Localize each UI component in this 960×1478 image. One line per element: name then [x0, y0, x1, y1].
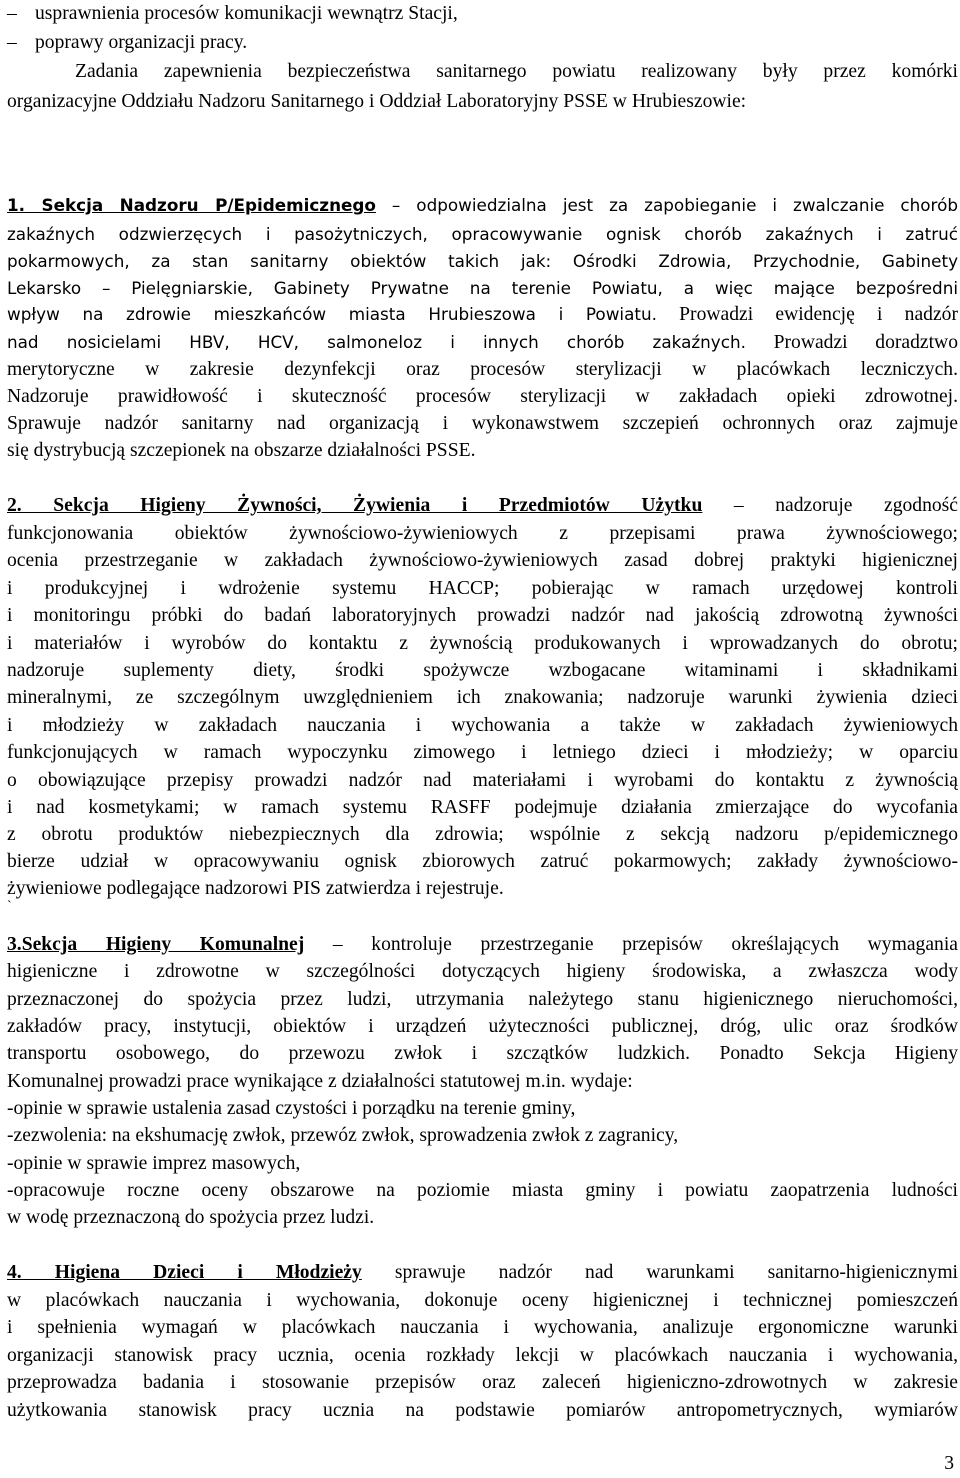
section-1-line-mixed — [7, 300, 958, 329]
section-2-line: bierze udział w opracowywaniu ognisk zbiorowych zatruć pokarmowych; zakłady żywnościowo- — [7, 851, 958, 872]
intro-paragraph-line: Zadania zapewnienia bezpieczeństwa sanitarnego powiatu realizowany były przez komórki — [75, 61, 958, 82]
section-4-heading: 4. Higiena Dzieci i Młodzieży — [7, 1262, 362, 1283]
section-4-line: organizacji stanowisk pracy ucznia, ocenia rozkłady lekcji w placówkach nauczania i wychowania, — [7, 1345, 958, 1366]
section-1-first-line-text: – odpowiedzialna jest za zapobieganie i zwalczanie chorób — [375, 195, 958, 215]
section-1-line: Sprawuje nadzór sanitarny nad organizacją i wykonawstwem szczepień ochronnych oraz zajmuje — [7, 413, 958, 434]
section-1-heading: 1. Sekcja Nadzoru P/Epidemicznego — [7, 195, 376, 215]
section-2-line: i młodzieży w zakładach nauczania i wychowania a także w zakładach żywieniowych — [7, 715, 958, 736]
section-1-line: pokarmowych, za stan sanitarny obiektów takich jak: Ośrodki Zdrowia, Przychodnie, Gabinety — [7, 251, 958, 271]
section-3-first-line — [7, 931, 958, 959]
bullet-item — [7, 0, 958, 28]
section-1-line: zakaźnych odzwierzęcych i pasożytniczych, opracowywanie ognisk chorób zakaźnych i zatruć — [7, 224, 958, 244]
section-2-line: nadzoruje suplementy diety, środki spożywcze wzbogacane witaminami i składnikami — [7, 660, 958, 681]
section-1-line: Lekarsko – Pielęgniarskie, Gabinety Prywatne na terenie Powiatu, a więc mające bezpośredni — [7, 278, 958, 298]
section-3-line: przeznaczonej do spożycia przez ludzi, utrzymania należytego stanu higienicznego nieruchomości, — [7, 989, 958, 1010]
section-2-line: i materiałów i wyrobów do kontaktu z żywnością produkowanych i wprowadzanych do obrotu; — [7, 633, 958, 654]
section-1-line-serif: Prowadzi ewidencję i nadzór — [656, 304, 958, 325]
section-2-line: i monitoringu próbki do badań laboratoryjnych prowadzi nadzór nad jakością zdrowotną żywności — [7, 605, 958, 626]
section-2-heading: 2. Sekcja Higieny Żywności, Żywienia i Przedmiotów Użytku — [7, 495, 703, 516]
section-1-first-line — [7, 191, 958, 219]
section-2-line: mineralnymi, ze szczególnym uwzględnieniem ich znakowania; nadzoruje warunki żywienia dzieci — [7, 687, 958, 708]
section-1-line: wpływ na zdrowie mieszkańców miasta Hrubieszowa i Powiatu. — [7, 304, 657, 324]
section-3-line: transportu osobowego, do przewozu zwłok i szczątków ludzkich. Ponadto Sekcja Higieny — [7, 1043, 958, 1064]
section-1-line-mixed — [7, 328, 958, 357]
section-2-first-line — [7, 492, 958, 520]
section-2-line: żywieniowe podlegające nadzorowi PIS zatwierdza i rejestruje. — [7, 878, 504, 899]
section-4-line: użytkowania stanowisk pracy ucznia na podstawie pomiarów antropometrycznych, wymiarów — [7, 1400, 958, 1421]
section-1-line-serif: Prowadzi doradztwo — [745, 332, 959, 353]
section-1-line: Nadzoruje prawidłowość i skuteczność procesów sterylizacji w zakładach opieki zdrowotnej. — [7, 386, 958, 407]
dash-glyph: – — [7, 32, 17, 53]
section-1-line: się dystrybucją szczepionek na obszarze działalności PSSE. — [7, 440, 476, 461]
section-3-line: zakładów pracy, instytucji, obiektów i urządzeń użyteczności publicznej, dróg, ulic oraz środków — [7, 1016, 958, 1037]
section-4-line: i spełnienia wymagań w placówkach nauczania i wychowania, analizuje ergonomiczne warunki — [7, 1317, 958, 1338]
section-2-line: funkcjonowania obiektów żywnościowo-żywieniowych z przepisami prawa żywnościowego; — [7, 523, 958, 544]
bullet-item — [7, 29, 958, 57]
bullet-text: usprawnienia procesów komunikacji wewnątrz Stacji, — [35, 3, 458, 24]
section-3-line: w wodę przeznaczoną do spożycia przez ludzi. — [7, 1207, 375, 1228]
section-3-line: -opracowuje roczne oceny obszarowe na poziomie miasta gminy i powiatu zaopatrzenia ludności — [7, 1180, 958, 1201]
section-3-line: higieniczne i zdrowotne w szczególności dotyczących higieny środowiska, a zwłaszcza wody — [7, 961, 958, 982]
section-2-line: o obowiązujące przepisy prowadzi nadzór nad materiałami i wyrobami do kontaktu z żywnością — [7, 770, 958, 791]
section-1-line: merytoryczne w zakresie dezynfekcji oraz procesów sterylizacji w placówkach leczniczych. — [7, 359, 958, 380]
page-number: 3 — [944, 1453, 954, 1474]
section-3-heading: 3.Sekcja Higieny Komunalnej — [7, 934, 305, 955]
intro-paragraph-line: organizacyjne Oddziału Nadzoru Sanitarnego i Oddział Laboratoryjny PSSE w Hrubieszowie: — [7, 91, 747, 112]
section-2-line: i nad kosmetykami; w ramach systemu RASFF podejmuje działania zmierzające do wycofania — [7, 797, 958, 818]
section-3-line: Komunalnej prowadzi prace wynikające z działalności statutowej m.in. wydaje: — [7, 1071, 633, 1092]
section-4-line: przeprowadza badania i stosowanie przepisów oraz zaleceń higieniczno-zdrowotnych w zakresie — [7, 1372, 958, 1393]
section-2-line: z obrotu produktów niebezpiecznych dla zdrowia; wspólnie z sekcją nadzoru p/epidemicznego — [7, 824, 958, 845]
section-3-line: -zezwolenia: na ekshumację zwłok, przewóz zwłok, sprowadzenia zwłok z zagranicy, — [7, 1125, 679, 1146]
section-4-first-line-text: sprawuje nadzór nad warunkami sanitarno-higienicznymi — [361, 1262, 959, 1283]
section-2-line: i produkcyjnej i wdrożenie systemu HACCP; pobierając w ramach urzędowej kontroli — [7, 578, 958, 599]
section-3-line: -opinie w sprawie imprez masowych, — [7, 1153, 301, 1174]
section-2-first-line-text: – nadzoruje zgodność — [702, 495, 958, 516]
bullet-text: poprawy organizacji pracy. — [35, 32, 248, 53]
section-4-line: w placówkach nauczania i wychowania, dokonuje oceny higienicznej i technicznej pomieszczeń — [7, 1290, 958, 1311]
section-3-line: -opinie w sprawie ustalenia zasad czystości i porządku na terenie gminy, — [7, 1098, 576, 1119]
section-4-first-line — [7, 1259, 958, 1287]
section-2-line: funkcjonujących w ramach wypoczynku zimowego i letniego dzieci i młodzieży; w oparciu — [7, 742, 958, 763]
section-2-line: ocenia przestrzeganie w zakładach żywnościowo-żywieniowych zasad dobrej praktyki higienicznej — [7, 550, 958, 571]
stray-mark: ` — [7, 899, 12, 914]
section-1-line: nad nosicielami HBV, HCV, salmoneloz i innych chorób zakaźnych. — [7, 332, 746, 352]
section-3-first-line-text: – kontroluje przestrzeganie przepisów określających wymagania — [304, 934, 958, 955]
dash-glyph: – — [7, 3, 17, 24]
